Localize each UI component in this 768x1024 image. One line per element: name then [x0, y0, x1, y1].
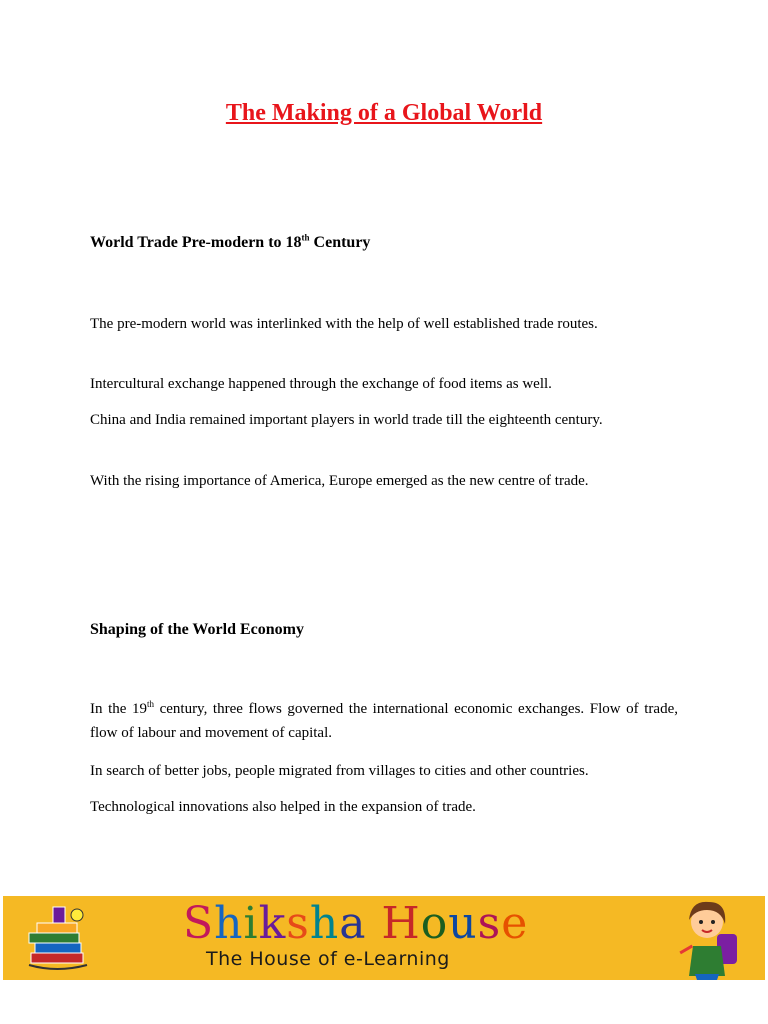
footer-banner [3, 896, 765, 980]
brand-name [183, 898, 528, 949]
brand-letter: u [448, 898, 478, 949]
brand-letter: s [477, 898, 502, 949]
brand-letter: S [183, 898, 215, 949]
student-girl-icon [671, 896, 743, 980]
paragraph: Intercultural exchange happened through the exchange of food items as well. [90, 376, 552, 392]
section-heading-world-trade: World Trade Pre-modern to 18th Century [90, 232, 371, 251]
document-title: The Making of a Global World [225, 100, 543, 126]
brand-letter: o [420, 898, 449, 949]
paragraph: The pre-modern world was interlinked with the help of well established trade routes. [90, 316, 598, 332]
books-stack-icon [25, 901, 95, 977]
brand-tagline: The House of e-Learning [206, 948, 450, 970]
paragraph: In search of better jobs, people migrated from villages to cities and other countries. [90, 763, 589, 779]
brand-letter: H [381, 898, 421, 949]
brand-letter: e [501, 898, 529, 949]
section-heading-world-economy: Shaping of the World Economy [90, 621, 304, 638]
paragraph: Technological innovations also helped in the expansion of trade. [90, 799, 476, 815]
brand-letter: a [339, 898, 367, 949]
brand-letter: i [243, 898, 259, 949]
brand-letter: k [258, 898, 287, 949]
brand-letter: h [309, 898, 340, 949]
brand-letter [366, 898, 381, 949]
paragraph: With the rising importance of America, Europe emerged as the new centre of trade. [90, 473, 589, 489]
brand-letter: h [214, 898, 244, 949]
paragraph: In the 19th century, three flows governed the international economic exchanges. Flow of trade, flow of labour and movement of capital. [90, 699, 678, 741]
brand-letter: s [286, 898, 310, 949]
paragraph: China and India remained important players in world trade till the eighteenth century. [90, 412, 603, 428]
